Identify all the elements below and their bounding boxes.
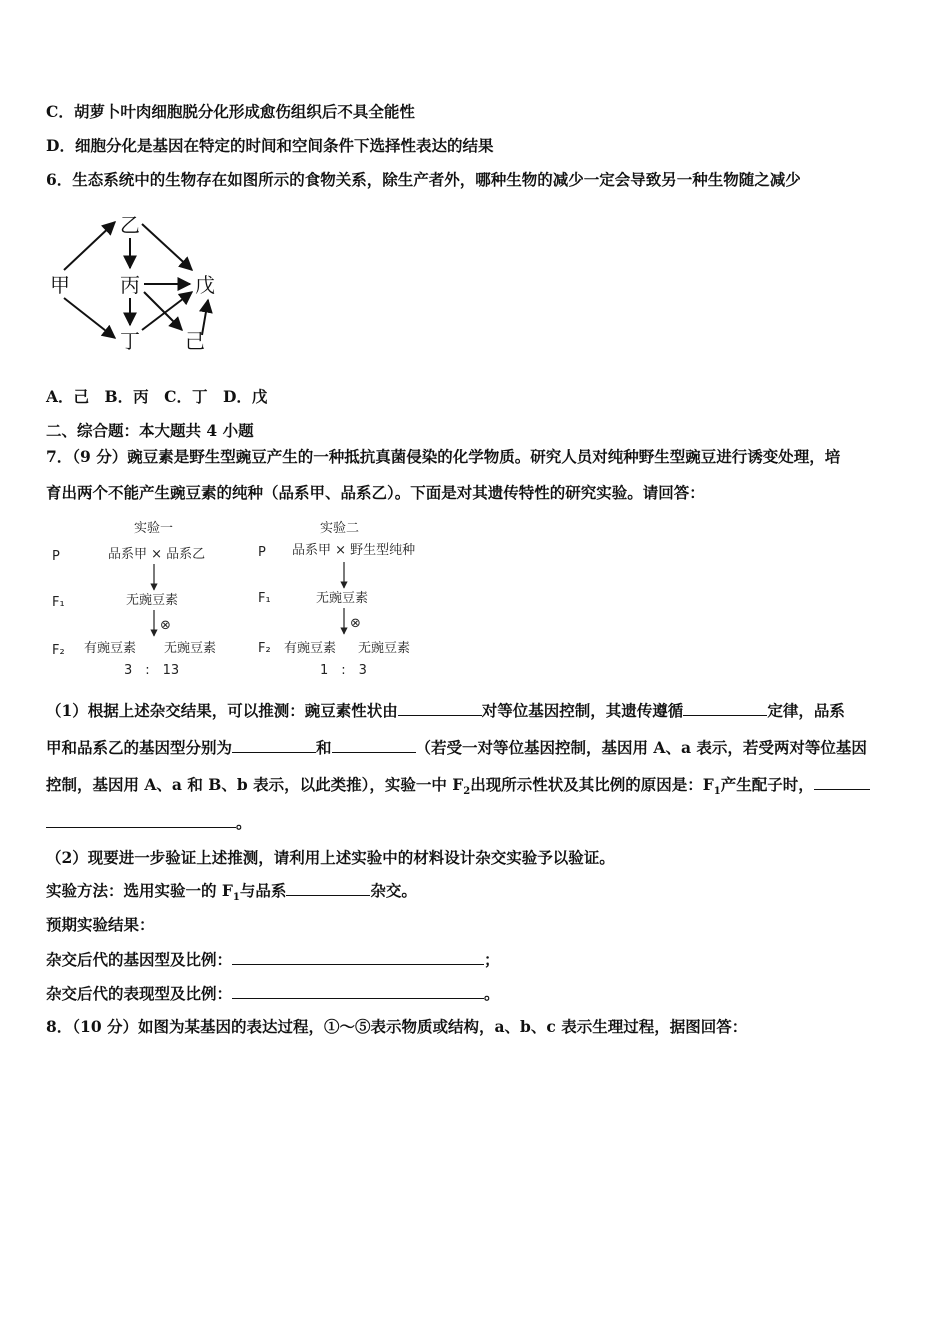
part1-text: 出现所示性状及其比例的原因是：F [470, 775, 714, 794]
phenotype-line [46, 983, 500, 1005]
exp1-ratio: 3 : 13 [124, 663, 180, 678]
exp1-selfing: ⊗ [160, 618, 171, 633]
part1-text: 产生配子时， [720, 775, 814, 794]
part1-text: （若受一对等位基因控制，基因用 A、a 表示，若受两对等位基因 [415, 738, 867, 757]
part1-line2 [46, 737, 867, 759]
exp1-p-label: P [52, 549, 60, 564]
exp1-f2-left: 有豌豆素 [84, 641, 137, 656]
exp2-p-label: P [258, 545, 266, 560]
arrow-yi-wu [142, 224, 192, 270]
question-7-line1: 7．（9 分）豌豆素是野生型豌豆产生的一种抵抗真菌侵染的化学物质。研究人员对纯种野生型豌豆进行诱变处理，培 [46, 447, 841, 466]
answer-blank[interactable] [232, 950, 484, 965]
part1-text: 和 [316, 738, 332, 757]
exp1-f1: 无豌豆素 [126, 593, 179, 608]
phenotype-text: 杂交后代的表现型及比例： [46, 984, 233, 1003]
answer-blank[interactable] [232, 738, 316, 753]
genotype-text: ； [484, 950, 500, 969]
answer-blank[interactable] [683, 701, 767, 716]
part1-line3 [46, 774, 870, 803]
exp2-cross: 品系甲 × 野生型纯种 [292, 543, 416, 558]
exp2-selfing: ⊗ [350, 616, 361, 631]
subscript: 2 [463, 786, 471, 798]
option-c: C．胡萝卜叶肉细胞脱分化形成愈伤组织后不具全能性 [46, 102, 415, 121]
exp2-f2-right: 无豌豆素 [358, 641, 411, 656]
node-yi: 乙 [120, 213, 140, 237]
option-d: D．细胞分化是基因在特定的时间和空间条件下选择性表达的结果 [46, 136, 494, 155]
node-jia: 甲 [50, 273, 70, 297]
exp1-cross: 品系甲 × 品系乙 [108, 547, 206, 562]
genotype-line [46, 949, 500, 971]
experiment-figure [46, 512, 446, 682]
node-bing: 丙 [120, 273, 140, 297]
exp1-f2-right: 无豌豆素 [164, 641, 217, 656]
node-wu: 戊 [195, 273, 215, 297]
part1-text: 。 [236, 813, 252, 832]
exp2-title: 实验二 [320, 521, 360, 536]
exp2-f2-label: F₂ [258, 641, 271, 656]
node-ji: 己 [185, 329, 205, 353]
exp1-title: 实验一 [134, 521, 174, 536]
method-line [46, 880, 417, 909]
node-ding: 丁 [120, 329, 140, 353]
part1-line4 [46, 812, 252, 834]
answer-blank[interactable] [332, 738, 416, 753]
phenotype-text: 。 [484, 984, 500, 1003]
arrow-jia-yi [64, 222, 115, 270]
exp1-f2-label: F₂ [52, 643, 65, 658]
genotype-text: 杂交后代的基因型及比例： [46, 950, 233, 969]
answer-blank[interactable] [232, 984, 484, 999]
exp2-f1-label: F₁ [258, 591, 271, 606]
part1-text: 控制，基因用 A、a 和 B、b 表示，以此类推），实验一中 F [46, 775, 464, 794]
exp2-f2-left: 有豌豆素 [284, 641, 337, 656]
question-8: 8．（10 分）如图为某基因的表达过程，①～⑤表示物质或结构，a、b、c 表示生理过程，据图回答： [46, 1017, 748, 1036]
part1-text: 甲和品系乙的基因型分别为 [46, 738, 233, 757]
answer-blank[interactable] [286, 881, 370, 896]
method-text: 杂交。 [370, 881, 417, 900]
method-text: 实验方法：选用实验一的 F [46, 881, 233, 900]
question-6: 6．生态系统中的生物存在如图所示的食物关系，除生产者外，哪种生物的减少一定会导致另一种生物随之减少 [46, 170, 801, 189]
method-text: 与品系 [239, 881, 287, 900]
answer-blank[interactable] [398, 701, 482, 716]
arrow-jia-ding [64, 298, 115, 338]
part1-line1 [46, 700, 845, 722]
question-6-options: A．己 B．丙 C．丁 D．戊 [46, 387, 268, 406]
answer-blank[interactable] [46, 813, 236, 828]
food-web-diagram [40, 200, 230, 360]
answer-blank[interactable] [814, 775, 870, 790]
exp2-f1: 无豌豆素 [316, 591, 369, 606]
exp2-ratio: 1 : 3 [320, 663, 367, 678]
expected-heading: 预期实验结果： [46, 915, 155, 934]
part1-text: （1）根据上述杂交结果，可以推测：豌豆素性状由 [46, 701, 398, 720]
part2-line: （2）现要进一步验证上述推测，请利用上述实验中的材料设计杂交实验予以验证。 [46, 848, 615, 867]
subscript: 1 [232, 892, 240, 904]
exp1-f1-label: F₁ [52, 595, 65, 610]
part1-text: 定律，品系 [767, 701, 845, 720]
subscript: 1 [713, 786, 721, 798]
question-7-line2: 育出两个不能产生豌豆素的纯种（品系甲、品系乙）。下面是对其遗传特性的研究实验。请回答： [46, 483, 705, 502]
part1-text: 对等位基因控制，其遗传遵循 [481, 701, 684, 720]
arrow-ji-wu [202, 300, 208, 335]
section-heading: 二、综合题：本大题共 4 小题 [46, 421, 254, 440]
